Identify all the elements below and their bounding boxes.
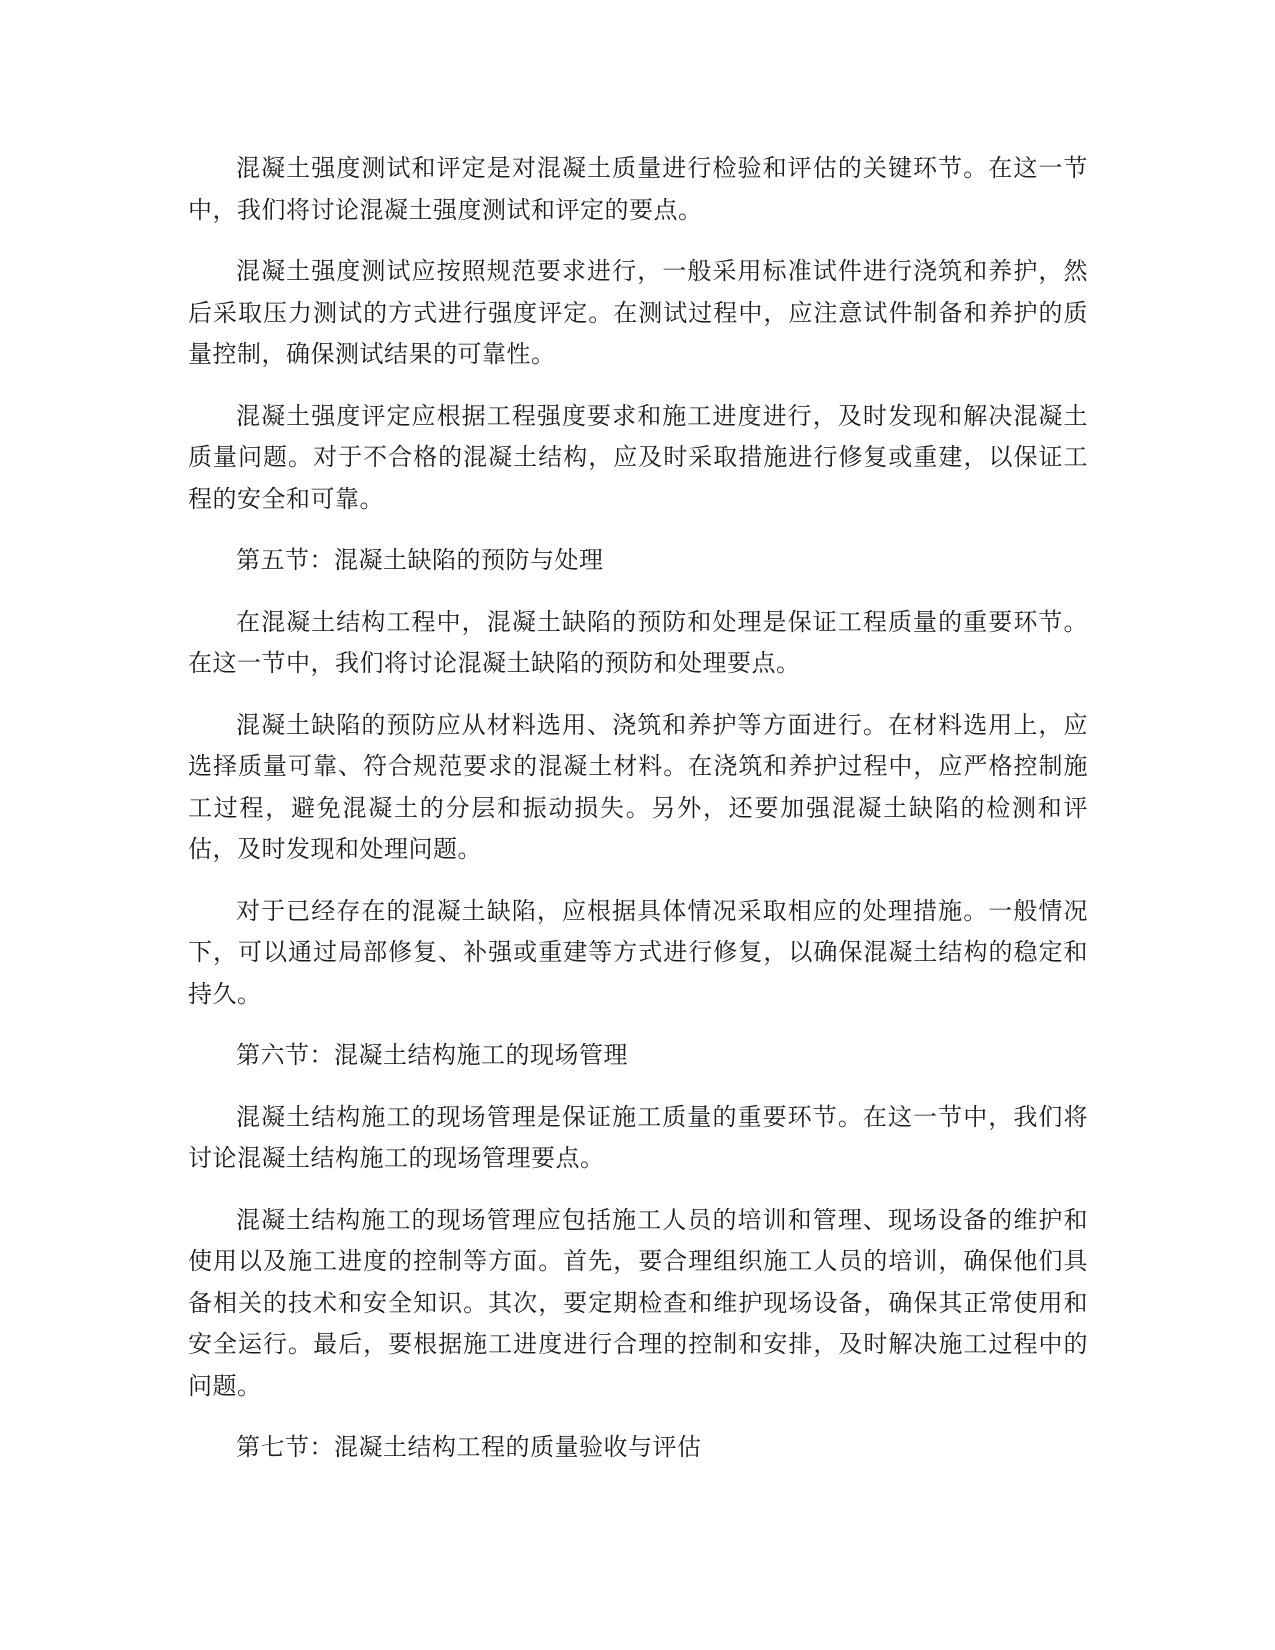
paragraph-strength-testing-intro: 混凝土强度测试和评定是对混凝土质量进行检验和评估的关键环节。在这一节中，我们将讨论混凝土强度测试和评定的要点。 [188, 154, 1088, 224]
paragraph-defect-intro: 在混凝土结构工程中，混凝土缺陷的预防和处理是保证工程质量的重要环节。在这一节中，我们将讨论混凝土缺陷的预防和处理要点。 [188, 607, 1088, 677]
paragraph-defect-treatment: 对于已经存在的混凝土缺陷，应根据具体情况采取相应的处理措施。一般情况下，可以通过局部修复、补强或重建等方式进行修复，以确保混凝土结构的稳定和持久。 [188, 896, 1088, 1008]
paragraph-strength-testing-method: 混凝土强度测试应按照规范要求进行，一般采用标准试件进行浇筑和养护，然后采取压力测试的方式进行强度评定。在测试过程中，应注意试件制备和养护的质量控制，确保测试结果的可靠性。 [188, 257, 1088, 368]
paragraph-site-management-intro: 混凝土结构施工的现场管理是保证施工质量的重要环节。在这一节中，我们将讨论混凝土结构施工的现场管理要点。 [188, 1102, 1088, 1172]
paragraph-site-management-details: 混凝土结构施工的现场管理应包括施工人员的培训和管理、现场设备的维护和使用以及施工进度的控制等方面。首先，要合理组织施工人员的培训，确保他们具备相关的技术和安全知识。其次，要定期检查和维护现场设备，确保其正常使用和安全运行。最后，要根据施工进度进行合理的控制和安排，及时解决施工过程中的问题。 [188, 1205, 1088, 1400]
section-heading-6: 第六节：混凝土结构施工的现场管理 [236, 1041, 628, 1069]
paragraph-defect-prevention: 混凝土缺陷的预防应从材料选用、浇筑和养护等方面进行。在材料选用上，应选择质量可靠、符合规范要求的混凝土材料。在浇筑和养护过程中，应严格控制施工过程，避免混凝土的分层和振动损失。另外，还要加强混凝土缺陷的检测和评估，及时发现和处理问题。 [188, 710, 1088, 863]
paragraph-strength-evaluation: 混凝土强度评定应根据工程强度要求和施工进度进行，及时发现和解决混凝土质量问题。对于不合格的混凝土结构，应及时采取措施进行修复或重建，以保证工程的安全和可靠。 [188, 401, 1088, 513]
section-heading-7: 第七节：混凝土结构工程的质量验收与评估 [236, 1433, 702, 1461]
document-body [188, 148, 1088, 1489]
section-heading-5: 第五节：混凝土缺陷的预防与处理 [236, 546, 604, 574]
